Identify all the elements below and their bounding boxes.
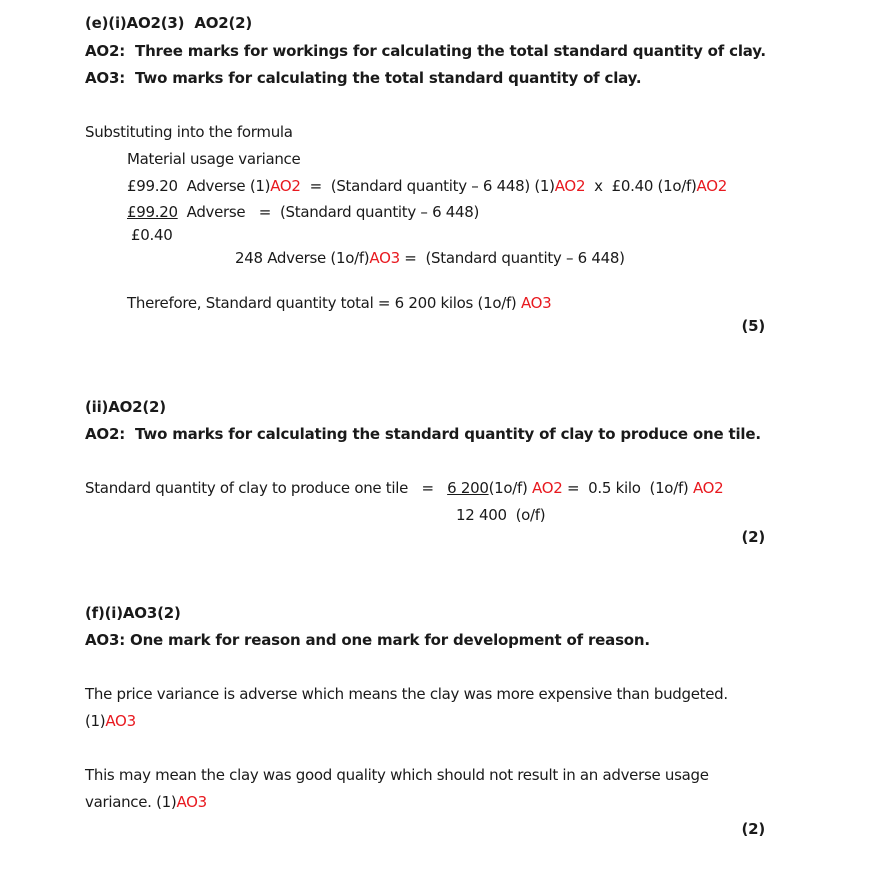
ao-label: AO2 [270, 177, 301, 195]
section-heading-e-i: (e)(i)AO2(3) AO2(2) [85, 14, 253, 32]
ao-label: AO2 [532, 479, 563, 497]
ao-label: AO2 [696, 177, 727, 195]
ao2-criterion: AO2: Two marks for calculating the standard quantity of clay to produce one tile. [85, 425, 761, 443]
text: Adverse = (Standard quantity – 6 448) [177, 203, 480, 221]
text: (1o/f) [488, 479, 533, 497]
denominator: £0.40 [131, 226, 173, 244]
ao-label: AO3 [520, 294, 552, 312]
working-line-2 [127, 202, 479, 222]
numerator: 6 200 [447, 479, 489, 497]
ao3-criterion: AO3: One mark for reason and one mark for development of reason. [85, 631, 650, 649]
text: £99.20 Adverse (1) [127, 177, 271, 195]
marks-total: (2) [741, 528, 765, 546]
working-line-1 [85, 478, 723, 498]
intro-text: Substituting into the formula [85, 123, 293, 141]
formula-name: Material usage variance [127, 150, 301, 168]
text: x £0.40 (1o/f) [585, 177, 697, 195]
marks-total: (5) [741, 317, 765, 335]
ao-label: AO3 [176, 793, 207, 811]
text: = (Standard quantity – 6 448) (1) [300, 177, 555, 195]
ao-label: AO2 [692, 479, 724, 497]
text: Therefore, Standard quantity total = 6 200 kilos (1o/f) [127, 294, 521, 312]
text: (1) [85, 712, 106, 730]
text: = 0.5 kilo (1o/f) [562, 479, 693, 497]
denominator: 12 400 (o/f) [456, 506, 546, 524]
text: Standard quantity of clay to produce one tile = [85, 479, 448, 497]
ao3-criterion: AO3: Two marks for calculating the total standard quantity of clay. [85, 69, 642, 87]
ao-label: AO3 [105, 712, 136, 730]
conclusion [127, 293, 551, 313]
numerator: £99.20 [127, 203, 178, 221]
section-heading-e-ii: (ii)AO2(2) [85, 398, 166, 416]
working-line-1 [127, 176, 727, 196]
paragraph-2-line-2 [85, 792, 207, 812]
text: = (Standard quantity – 6 448) [399, 249, 625, 267]
marks-total: (2) [741, 820, 765, 838]
text: 248 Adverse (1o/f) [235, 249, 370, 267]
section-heading-f-i: (f)(i)AO3(2) [85, 604, 181, 622]
ao-label: AO3 [369, 249, 400, 267]
paragraph-1-line-2 [85, 711, 136, 731]
working-line-4 [235, 248, 625, 268]
paragraph-1-line-1: The price variance is adverse which means the clay was more expensive than budgeted. [85, 685, 728, 703]
paragraph-2-line-1: This may mean the clay was good quality which should not result in an adverse usage [85, 766, 709, 784]
ao2-criterion: AO2: Three marks for workings for calculating the total standard quantity of clay. [85, 42, 766, 60]
ao-label: AO2 [554, 177, 586, 195]
text: variance. (1) [85, 793, 177, 811]
